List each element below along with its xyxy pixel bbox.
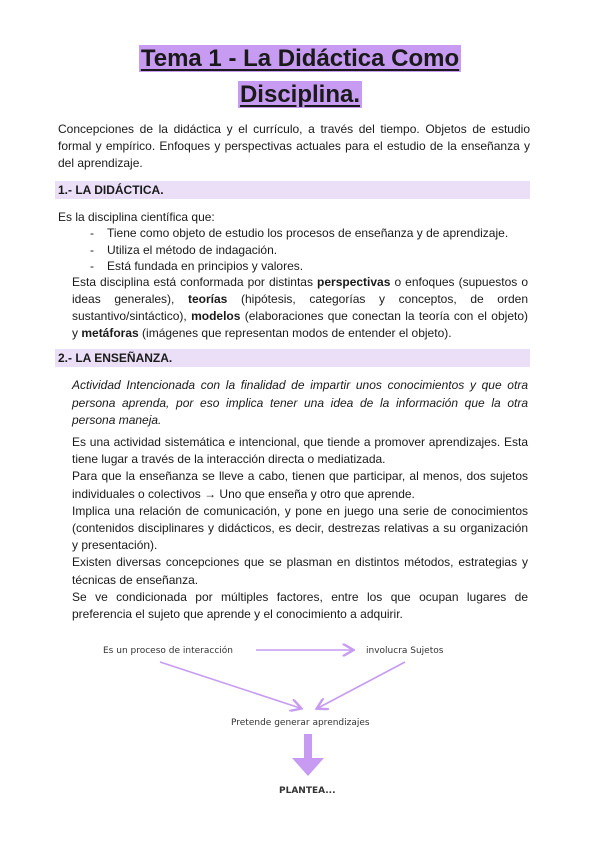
section1-composition-paragraph: Esta disciplina está conformada por distintas perspectivas o enfoques (supuestos o ideas generales), teorías (hipótesis, categorías y conceptos, de orden sustantivo/sintáctico), modelos (elaboraciones que conectan la teoría con el objeto) y metáforas (imágenes que representan modos de entender el objeto). xyxy=(72,275,529,340)
page-title-line1: Tema 1 - La Didáctica Como xyxy=(140,45,460,72)
arrow-down-head xyxy=(292,758,324,776)
arrow-down-shaft xyxy=(304,734,312,762)
arrow-right-diagonal xyxy=(318,662,405,708)
term-teorias: teorías xyxy=(188,292,228,306)
diagram-node-left: Es un proceso de interacción xyxy=(103,646,233,656)
paragraph: Para que la enseñanza se lleve a cabo, tienen que participar, al menos, dos sujetos individuales o colectivos → Uno que enseña y otro que aprende. xyxy=(72,469,528,501)
paragraph: Es una actividad sistemática e intencional, que tiende a promover aprendizajes. Esta tiene lugar a través de la interacción directa o mediatizada. xyxy=(72,435,528,467)
paragraph: Se ve condicionada por múltiples factores, entre los que ocupan lugares de preferencia el sujeto que aprende y el conocimiento a adquirir. xyxy=(72,589,528,622)
list-item: - Utiliza el método de indagación. xyxy=(90,242,530,259)
page-title-line2: Disciplina. xyxy=(239,81,361,108)
list-item: - Está fundada en principios y valores. xyxy=(90,258,530,275)
section2-heading: 2.- LA ENSEÑANZA. xyxy=(55,349,530,367)
intro-paragraph: Concepciones de la didáctica y el currículo, a través del tiempo. Objetos de estudio formal y empírico. Enfoques y perspectivas actuales para el estudio de la enseñanza y del aprendizaje. xyxy=(58,122,530,170)
diagram-node-right: involucra Sujetos xyxy=(366,646,444,656)
paragraph: Implica una relación de comunicación, y pone en juego una serie de conocimientos (contenidos disciplinares y didácticos, es decir, destrezas relativas a su organización y presentación). xyxy=(72,503,528,553)
diagram-node-middle: Pretende generar aprendizajes xyxy=(231,718,370,728)
diagram-node-bottom: PLANTEA... xyxy=(279,786,336,796)
term-modelos: modelos xyxy=(191,309,241,323)
paragraph: Existen diversas concepciones que se plasman en distintos métodos, estrategias y técnicas de enseñanza. xyxy=(72,555,528,587)
term-perspectivas: perspectivas xyxy=(317,275,391,289)
section1-lead: Es la disciplina científica que: xyxy=(58,210,215,224)
list-item: - Tiene como objeto de estudio los procesos de enseñanza y de aprendizaje. xyxy=(90,225,530,242)
section2-definition: Actividad Intencionada con la finalidad de impartir unos conocimientos y que otra persona aprenda, por eso implica tener una idea de la información que la otra persona maneja. xyxy=(72,378,528,427)
arrow-left-diagonal xyxy=(160,662,300,708)
section1-heading: 1.- LA DIDÁCTICA. xyxy=(55,181,530,199)
term-metaforas: metáforas xyxy=(81,326,139,340)
